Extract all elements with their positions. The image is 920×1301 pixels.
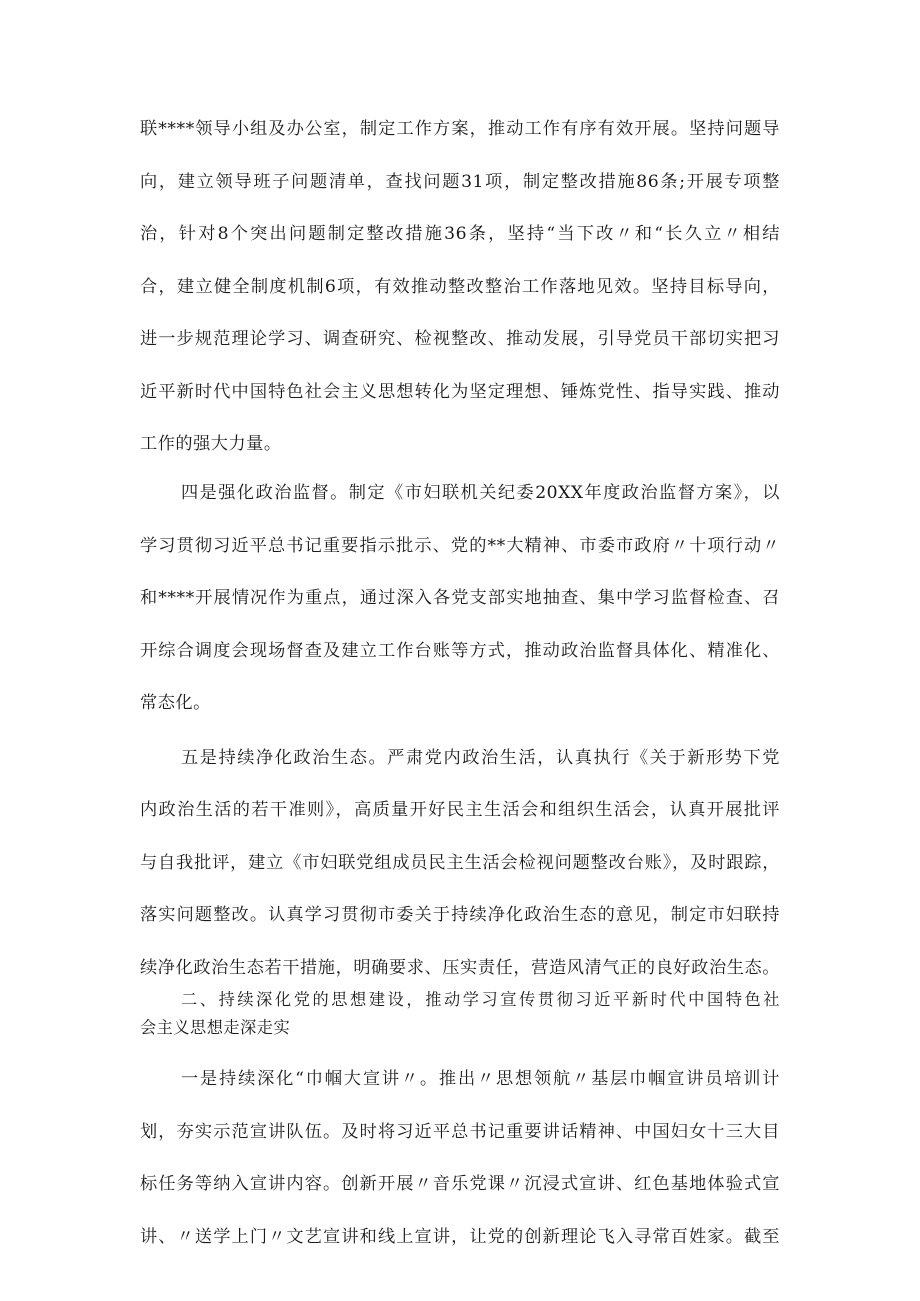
text-line: 内政治生活的若干准则》，高质量开好民主生活会和组织生活会，认真开展批评 xyxy=(140,800,780,820)
text-line: 和****开展情况作为重点，通过深入各党支部实地抽查、集中学习监督检查、召 xyxy=(140,588,780,608)
text-line: 讲、〃送学上门〃文艺宣讲和线上宣讲，让党的创新理论飞入寻常百姓家。截至 xyxy=(140,1227,780,1247)
text-line: 学习贯彻习近平总书记重要指示批示、党的**大精神、市委市政府〃十项行动〃 xyxy=(140,536,780,556)
text-line: 开综合调度会现场督查及建立工作台账等方式，推动政治监督具体化、精准化、 xyxy=(140,641,780,661)
text-line: 近平新时代中国特色社会主义思想转化为坚定理想、锤炼党性、指导实践、推动 xyxy=(140,382,780,402)
text-line: 进一步规范理论学习、调查研究、检视整改、推动发展，引导党员干部切实把习 xyxy=(140,329,780,349)
text-line: 落实问题整改。认真学习贯彻市委关于持续净化政治生态的意见，制定市妇联持 xyxy=(140,905,780,925)
heading-line: 二、持续深化党的思想建设，推动学习宣传贯彻习近平新时代中国特色社 xyxy=(181,990,780,1009)
text-line: 常态化。 xyxy=(140,693,211,713)
text-line: 标任务等纳入宣讲内容。创新开展〃音乐党课〃沉浸式宣讲、红色基地体验式宣 xyxy=(140,1174,780,1194)
text-line: 划，夯实示范宣讲队伍。及时将习近平总书记重要讲话精神、中国妇女十三大目 xyxy=(140,1122,780,1142)
text-line: 续净化政治生态若干措施，明确要求、压实责任，营造风清气正的良好政治生态。 xyxy=(140,958,780,978)
text-line: 五是持续净化政治生态。严肃党内政治生活，认真执行《关于新形势下党 xyxy=(181,748,780,768)
heading-line: 会主义思想走深走实 xyxy=(140,1018,291,1037)
text-line: 合，建立健全制度机制6项，有效推动整改整治工作落地见效。坚持目标导向， xyxy=(140,277,780,297)
text-line: 四是强化政治监督。制定《市妇联机关纪委20XX年度政治监督方案》，以 xyxy=(181,483,780,503)
text-line: 向，建立领导班子问题清单，查找问题31项，制定整改措施86条;开展专项整 xyxy=(140,172,780,192)
text-line: 联****领导小组及办公室，制定工作方案，推动工作有序有效开展。坚持问题导 xyxy=(140,119,780,139)
text-line: 治，针对8个突出问题制定整改措施36条，坚持“当下改〃和“长久立〃相结 xyxy=(140,224,780,244)
text-line: 工作的强大力量。 xyxy=(140,434,282,454)
text-line: 一是持续深化“巾帼大宣讲〃。推出〃思想领航〃基层巾帼宣讲员培训计 xyxy=(181,1069,780,1089)
text-line: 与自我批评，建立《市妇联党组成员民主生活会检视问题整改台账》，及时跟踪， xyxy=(140,853,780,873)
